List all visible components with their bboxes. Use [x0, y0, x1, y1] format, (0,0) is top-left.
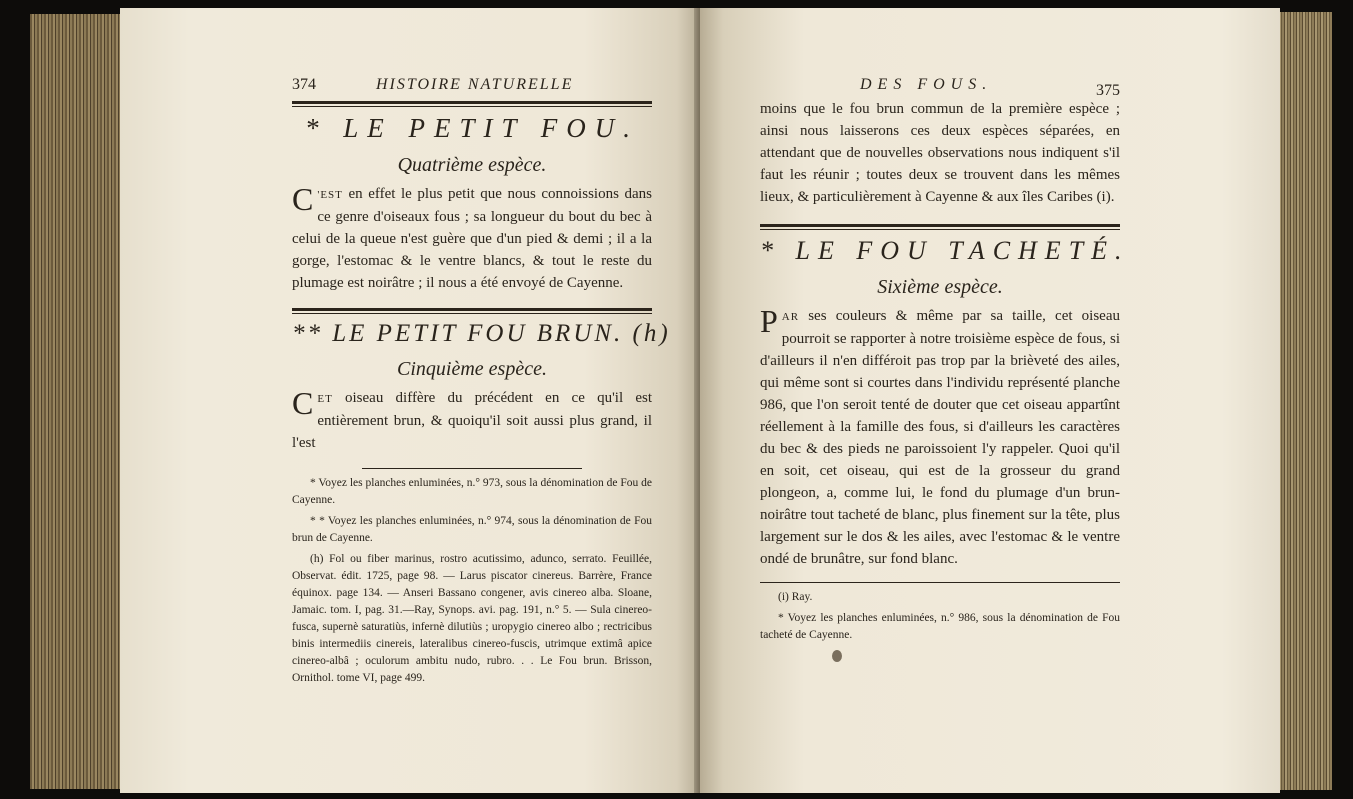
- section-title-petit-fou-brun: ** LE PETIT FOU BRUN. (h): [292, 320, 671, 347]
- right-page: [700, 8, 1280, 793]
- footnote-rule: [760, 582, 1120, 583]
- right-page-content: [760, 76, 1130, 662]
- left-running-head: HISTOIRE NATURELLE: [376, 76, 574, 93]
- dropcap: C: [292, 181, 314, 217]
- small-caps-lead: ET: [317, 393, 333, 405]
- left-page-content: [292, 72, 671, 691]
- section-divider: [760, 224, 1120, 230]
- left-page-number: 374: [292, 76, 316, 93]
- footnote: (h) Fol ou fiber marinus, rostro acutissimo, adunco, serrato. Feuillée, Observat. édit. 1725, page 98. — Larus piscator cinereus. Barrère, France équinox. page 134. — Anseri Bassano congener, avis cinereo alba. Sloane, Jamaic. tom. I, pag. 31.—Ray, Synops. avi. pag. 191, n.° 5. — Sula cinereo-fusca, supernè saturatiùs, infernè dilutiùs ; uropygio cinereo albo ; rectricibus binis intermediis cinereis, lateralibus cinereo-fuscis, utrimque extimâ apice cinereo-albâ ; oculorum ambitu nudo, rubro. . . Le Fou brun. Brisson, Ornithol. tome VI, page 499.: [292, 553, 652, 684]
- section-divider: [292, 308, 652, 314]
- paragraph-text: oiseau diffère du précédent en ce qu'il est entièrement brun, & quoiqu'il soit aussi plus grand, il l'est: [292, 390, 652, 451]
- open-book: [12, 8, 1342, 793]
- footnote: * Voyez les planches enluminées, n.° 986, sous la dénomination de Fou tacheté de Cayenne.: [760, 612, 1120, 641]
- right-running-head: DES FOUS.: [860, 76, 993, 93]
- left-running-head-row: [292, 72, 652, 98]
- footnote: * * Voyez les planches enluminées, n.° 974, sous la dénomination de Fou brun de Cayenne.: [292, 515, 652, 544]
- section-title-petit-fou: * LE PETIT FOU.: [304, 113, 640, 143]
- dropcap: P: [760, 303, 778, 339]
- section-subtitle-cinquieme: Cinquième espèce.: [397, 358, 547, 380]
- section-subtitle-sixieme: Sixième espèce.: [877, 276, 1003, 298]
- continuation-paragraph: moins que le fou brun commun de la première espèce ; ainsi nous laisserons ces deux espèces séparées, en attendant que de nouvelles observations nous indiquent s'il faut les réunir ; toutes deux se trouvent dans les mêmes lieux, & particulièrement à Cayenne & aux îles Caribes (i).: [760, 101, 1120, 205]
- right-footnotes: [760, 589, 1120, 644]
- footnote-rule: [362, 468, 582, 469]
- paragraph-fou-tachete: [760, 305, 1120, 570]
- footnote: * Voyez les planches enluminées, n.° 973, sous la dénomination de Fou de Cayenne.: [292, 477, 652, 506]
- paragraph-petit-fou-brun: [292, 387, 652, 454]
- section-subtitle-quatrieme: Quatrième espèce.: [397, 154, 547, 176]
- dropcap: C: [292, 385, 314, 421]
- paragraph-text: en effet le plus petit que nous connoissions dans ce genre d'oiseaux fous ; sa longueur du bout du bec à celui de la queue n'est guère que d'un pied & demi ; il a la gorge, l'estomac & le ventre blancs, & tout le reste du plumage est noirâtre ; il nous a été envoyé de Cayenne.: [292, 186, 652, 291]
- left-page: [120, 8, 700, 793]
- right-running-head-row: [760, 76, 1120, 98]
- header-rule: [292, 101, 652, 107]
- footnote: (i) Ray.: [778, 591, 813, 603]
- small-caps-lead: 'EST: [317, 189, 343, 201]
- paragraph-petit-fou: [292, 183, 652, 294]
- ink-blot-ornament: [832, 650, 842, 662]
- small-caps-lead: AR: [781, 311, 800, 323]
- paragraph-text: ses couleurs & même par sa taille, cet oiseau pourroit se rapporter à notre troisième espèce de fous, si d'ailleurs il n'en différoit pas trop par la brièveté des ailes, qui même sont si courtes dans l'individu représenté planche 986, que l'on seroit tenté de douter que cet oiseau appartînt réellement à la famille des fous, si d'ailleurs les caractères du bec & des pieds ne paroissoient l'y rappeler. Quoi qu'il en soit, cet oiseau, qui est de la grosseur du grand plongeon, a, comme lui, le fond du plumage d'un brun-noirâtre tout tacheté de blanc, plus finement sur la tête, plus largement sur le dos & les ailes, avec l'estomac & le ventre ondé de brunâtre, sur fond blanc.: [760, 308, 1120, 567]
- right-page-number: 375: [1096, 82, 1120, 99]
- left-footnotes: [292, 475, 652, 687]
- section-title-fou-tachete: * LE FOU TACHETÉ.: [760, 236, 1130, 265]
